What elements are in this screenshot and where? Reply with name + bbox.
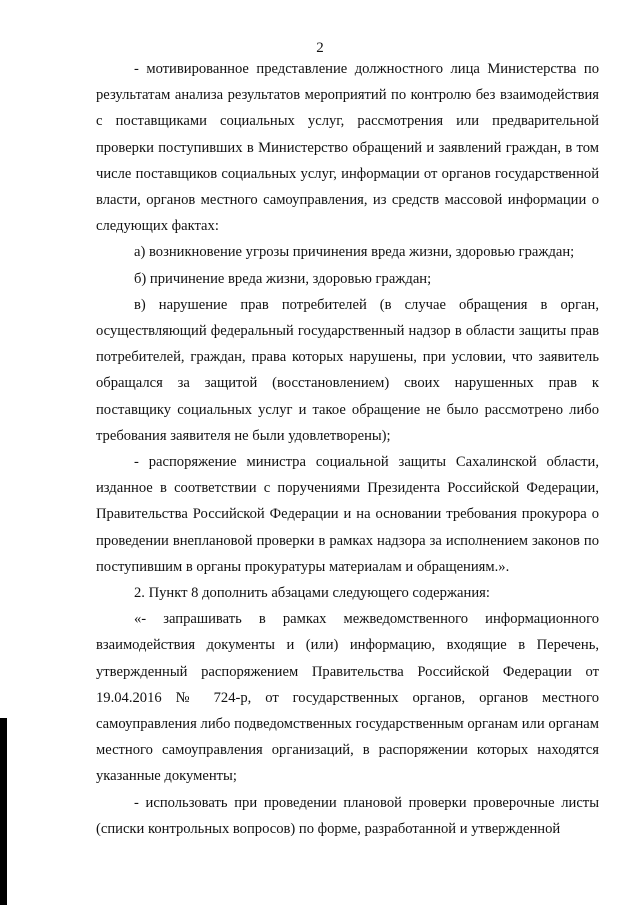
paragraph-point-8: 2. Пункт 8 дополнить абзацами следующего содержания: [134,585,490,602]
scan-edge-mark [0,718,7,905]
page-number: 2 [316,40,324,56]
paragraph-minister-order: - распоряжение министра социальной защиты Сахалинской области, изданное в соответствии с поручениями Президента Российской Федерации, Правительства Российской Федерации и на основании требования прокурора о проведении внеплановой проверки в рамках надзора за исполнением законов по поступившим в органы прокуратуры материалам и обращениям.». [96,454,599,575]
document-body [96,56,599,842]
paragraph-motivated-submission: - мотивированное представление должностного лица Министерства по результатам анализа результатов мероприятий по контролю без взаимодействия с поставщиками социальных услуг, рассмотрения или предварительной проверки поступивших в Министерство обращений и заявлений граждан, в том числе поставщиков социальных услуг, информации от органов государственной власти, органов местного самоуправления, из средств массовой информации о следующих фактах: [96,61,599,235]
paragraph-item-b: б) причинение вреда жизни, здоровью граждан; [134,270,432,287]
paragraph-item-v: в) нарушение прав потребителей (в случае обращения в орган, осуществляющий федеральный государственный надзор в области защиты прав потребителей, граждан, права которых нарушены, при условии, что заявитель обращался за защитой (восстановлением) своих нарушенных прав к поставщику социальных услуг и такое обращение не было рассмотрено либо требования заявителя не были удовлетворены); [96,296,599,444]
paragraph-interagency-request: «- запрашивать в рамках межведомственного информационного взаимодействия документы и (или) информацию, входящие в Перечень, утвержденный распоряжением Правительства Российской Федерации от 19.04.2016 № 724-р, от государственных органов, органов местного самоуправления либо подведомственных государственным органам или органам местного самоуправления организаций, в распоряжении которых находятся указанные документы; [96,611,599,785]
paragraph-checklists: - использовать при проведении плановой проверки проверочные листы (списки контрольных вопросов) по форме, разработанной и утвержденной [96,794,599,837]
paragraph-item-a: а) возникновение угрозы причинения вреда жизни, здоровью граждан; [134,244,575,261]
